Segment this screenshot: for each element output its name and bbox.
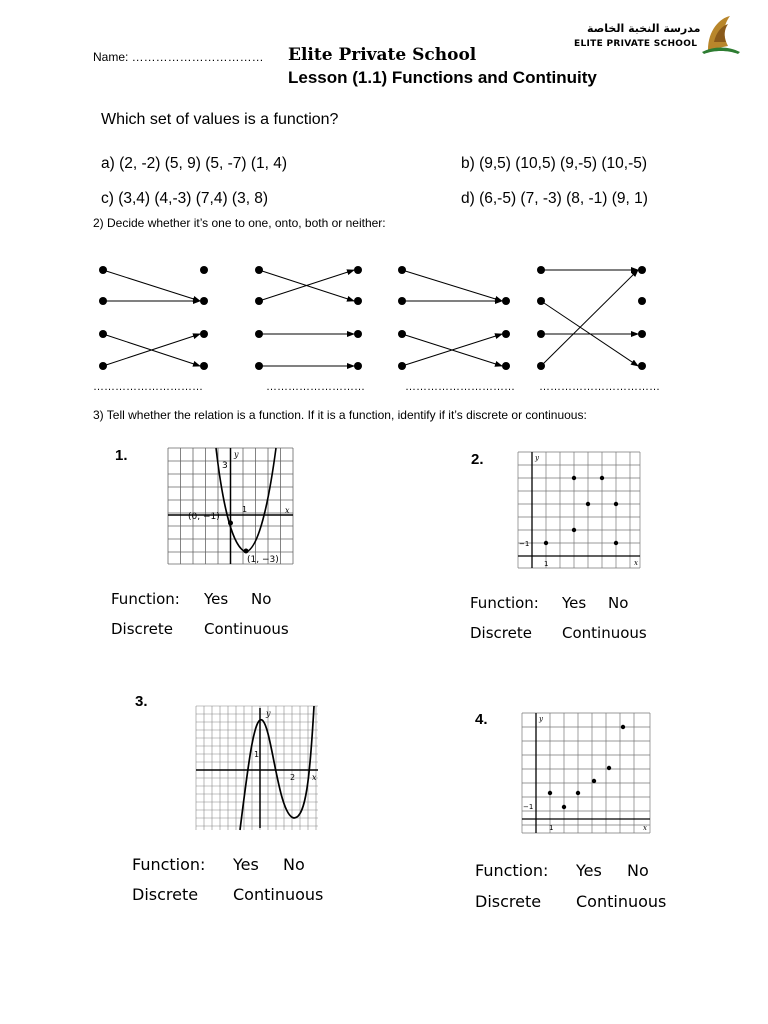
logo-english-text: ELITE PRIVATE SCHOOL [574,39,698,49]
name-field[interactable]: Name: …………………………… [93,50,264,64]
q3-item-4-yes[interactable]: Yes [576,861,602,880]
q3-item-1-function-label: Function: [111,590,180,608]
school-title: Elite Private School [288,45,477,65]
mapping-diagram-1 [99,266,208,370]
q3-item-3-function-label: Function: [132,855,206,874]
graph2-x-label: x [634,559,638,567]
q3-item-4-discrete[interactable]: Discrete [475,892,542,911]
lesson-title: Lesson (1.1) Functions and Continuity [288,68,597,87]
q3-item-2-no[interactable]: No [608,594,629,612]
graph1-x-label: x [285,506,290,515]
q2-answer-blank-3[interactable]: ………………………… [405,381,515,393]
q3-item-4-no[interactable]: No [627,861,649,880]
q3-graph-1 [168,448,294,566]
q3-item-1-discrete[interactable]: Discrete [111,620,173,638]
q3-item-4-function-label: Function: [475,861,549,880]
q3-item-2-number: 2. [471,451,484,468]
q1-option-d[interactable]: d) (6,-5) (7, -3) (8, -1) (9, 1) [461,190,648,207]
q3-graph-2 [518,452,642,570]
mapping-diagram-3 [398,266,510,370]
graph3-y-label: y [266,709,271,718]
q3-graph-3 [196,706,322,832]
graph1-y-label: y [234,450,239,459]
graph4-y-label: y [539,715,543,723]
q3-item-1-yes[interactable]: Yes [204,590,229,608]
q3-item-3-yes[interactable]: Yes [233,855,259,874]
graph1-point-a: (0, −1) [188,512,220,522]
graph2-neg-one-label: −1 [519,540,530,548]
graph1-label-three: 3 [222,461,228,471]
q3-item-1-no[interactable]: No [251,590,272,608]
mapping-diagrams [0,0,768,400]
mapping-diagram-2 [255,266,362,370]
graph4-neg-one-label: −1 [523,803,534,811]
q3-prompt: 3) Tell whether the relation is a function. If it is a function, identify if it’s discrete or continuous: [93,408,587,422]
graph1-one-label: 1 [242,505,248,514]
graph3-one-label: 1 [254,750,260,759]
q3-item-3-no[interactable]: No [283,855,305,874]
graph3-two-label: 2 [290,773,296,782]
graph4-x-label: x [643,824,647,832]
q3-item-4-number: 4. [475,711,488,728]
q2-answer-blank-4[interactable]: …………………………… [539,381,660,393]
q3-item-3-number: 3. [135,693,148,710]
q1-option-c[interactable]: c) (3,4) (4,-3) (7,4) (3, 8) [101,190,269,207]
q1-prompt: Which set of values is a function? [101,111,339,128]
q3-item-2-discrete[interactable]: Discrete [470,624,532,642]
q3-item-4-continuous[interactable]: Continuous [576,892,667,911]
q3-item-3-discrete[interactable]: Discrete [132,885,199,904]
q2-answer-blank-1[interactable]: ………………………… [93,381,203,393]
q3-item-3-continuous[interactable]: Continuous [233,885,324,904]
q3-item-2-yes[interactable]: Yes [562,594,587,612]
q1-option-b[interactable]: b) (9,5) (10,5) (9,-5) (10,-5) [461,155,648,172]
logo-arabic-text: مدرسة النخبة الخاصة [587,22,701,35]
mapping-diagram-4 [537,266,646,370]
graph2-y-label: y [535,454,539,462]
q2-prompt: 2) Decide whether it’s one to one, onto, both or neither: [93,216,386,230]
q3-item-2-continuous[interactable]: Continuous [562,624,647,642]
q3-item-1-continuous[interactable]: Continuous [204,620,289,638]
graph2-one-label: 1 [544,560,549,568]
q3-graph-4 [522,713,652,835]
q3-item-1-number: 1. [115,447,128,464]
q2-answer-blank-2[interactable]: ……………………… [266,381,365,393]
q3-item-2-function-label: Function: [470,594,539,612]
graph4-one-label: 1 [549,824,554,832]
graph3-x-label: x [312,773,317,782]
q1-option-a[interactable]: a) (2, -2) (5, 9) (5, -7) (1, 4) [101,155,288,172]
graph1-point-b: (1, −3) [247,555,279,565]
